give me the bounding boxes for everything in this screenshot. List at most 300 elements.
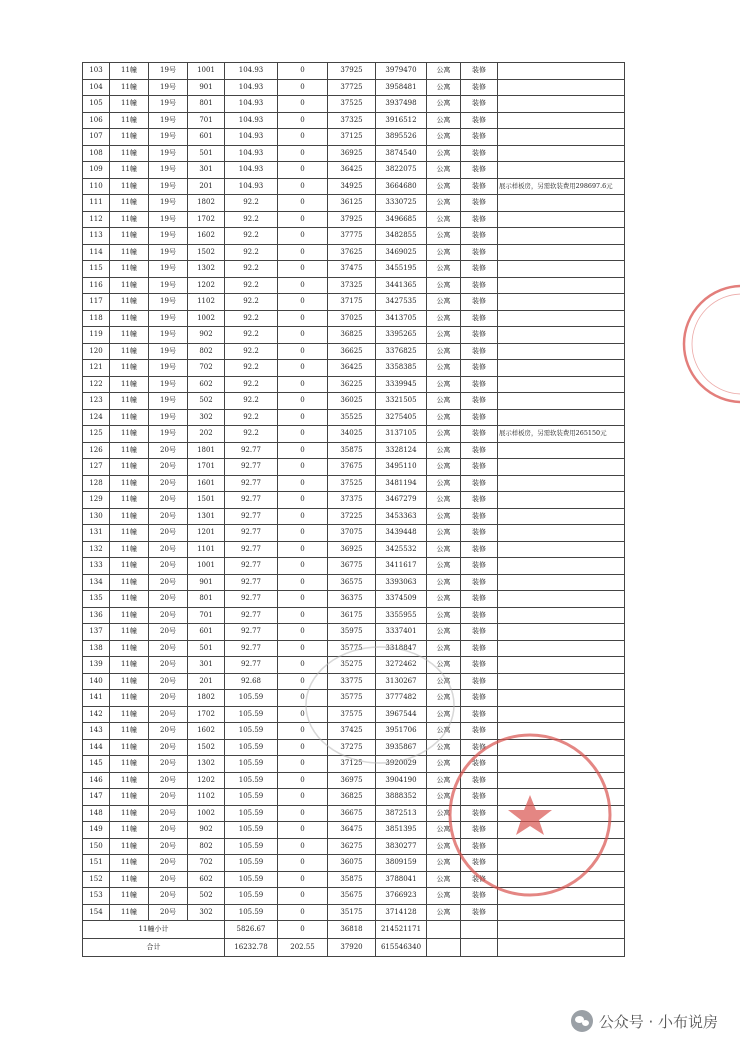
cell-total: 3453363 [376,508,427,525]
cell-total: 3393063 [376,574,427,591]
cell-total: 3395265 [376,327,427,344]
grand-total-total: 615546340 [376,939,427,957]
cell-unit: 19号 [149,145,188,162]
cell-deco: 装修 [461,63,498,80]
cell-room: 302 [188,904,225,921]
cell-unit: 20号 [149,871,188,888]
cell-building: 11幢 [110,904,149,921]
cell-unit: 19号 [149,409,188,426]
cell-total: 3455195 [376,261,427,278]
cell-no: 153 [83,888,110,905]
cell-unit: 20号 [149,805,188,822]
cell-use: 公寓 [427,640,461,657]
cell-note [498,541,625,558]
cell-building: 11幢 [110,822,149,839]
cell-unit_price: 36775 [328,558,376,575]
cell-total: 3318847 [376,640,427,657]
cell-note [498,145,625,162]
cell-unit: 20号 [149,475,188,492]
cell-unit_price: 36275 [328,838,376,855]
cell-extra: 0 [278,756,328,773]
cell-extra: 0 [278,591,328,608]
cell-unit: 19号 [149,129,188,146]
cell-no: 127 [83,459,110,476]
cell-deco: 装修 [461,525,498,542]
cell-extra: 0 [278,624,328,641]
cell-deco: 装修 [461,228,498,245]
cell-note [498,591,625,608]
cell-extra: 0 [278,376,328,393]
cell-room: 1101 [188,541,225,558]
cell-room: 1602 [188,228,225,245]
cell-use: 公寓 [427,558,461,575]
cell-room: 1201 [188,525,225,542]
cell-no: 149 [83,822,110,839]
cell-unit: 20号 [149,607,188,624]
cell-unit_price: 33775 [328,673,376,690]
cell-extra: 0 [278,79,328,96]
cell-room: 1102 [188,294,225,311]
cell-extra: 0 [278,178,328,195]
cell-no: 111 [83,195,110,212]
cell-area: 92.2 [225,277,278,294]
cell-unit: 19号 [149,294,188,311]
cell-deco: 装修 [461,756,498,773]
cell-deco: 装修 [461,607,498,624]
cell-total: 3874540 [376,145,427,162]
cell-no: 123 [83,393,110,410]
table-row [83,492,625,509]
cell-no: 106 [83,112,110,129]
cell-unit: 20号 [149,591,188,608]
cell-note [498,640,625,657]
cell-no: 145 [83,756,110,773]
cell-area: 92.2 [225,195,278,212]
cell-use: 公寓 [427,343,461,360]
cell-building: 11幢 [110,525,149,542]
cell-extra: 0 [278,904,328,921]
cell-use: 公寓 [427,756,461,773]
cell-note [498,277,625,294]
table-row [83,855,625,872]
cell-total: 3328124 [376,442,427,459]
cell-total: 3137105 [376,426,427,443]
cell-deco: 装修 [461,393,498,410]
cell-unit_price: 37925 [328,63,376,80]
cell-building: 11幢 [110,756,149,773]
cell-extra: 0 [278,195,328,212]
table-row [83,376,625,393]
cell-area: 92.2 [225,228,278,245]
cell-extra: 0 [278,525,328,542]
cell-room: 701 [188,112,225,129]
cell-note [498,129,625,146]
cell-unit: 20号 [149,673,188,690]
cell-room: 1702 [188,211,225,228]
cell-room: 1802 [188,195,225,212]
cell-unit: 20号 [149,442,188,459]
cell-building: 11幢 [110,360,149,377]
cell-total: 3935867 [376,739,427,756]
cell-unit_price: 34025 [328,426,376,443]
cell-note [498,690,625,707]
cell-no: 105 [83,96,110,113]
cell-note [498,475,625,492]
cell-building: 11幢 [110,129,149,146]
table-row [83,228,625,245]
cell-room: 1102 [188,789,225,806]
subtotal-area: 5826.67 [225,921,278,939]
cell-building: 11幢 [110,640,149,657]
cell-area: 92.77 [225,607,278,624]
cell-note [498,442,625,459]
cell-room: 601 [188,624,225,641]
table-row [83,261,625,278]
cell-use: 公寓 [427,376,461,393]
cell-deco: 装修 [461,838,498,855]
cell-note [498,607,625,624]
cell-extra: 0 [278,855,328,872]
cell-total: 3904190 [376,772,427,789]
cell-unit_price: 36675 [328,805,376,822]
cell-room: 902 [188,327,225,344]
cell-area: 104.93 [225,162,278,179]
cell-use: 公寓 [427,904,461,921]
cell-no: 151 [83,855,110,872]
cell-use: 公寓 [427,673,461,690]
cell-use: 公寓 [427,888,461,905]
cell-note [498,79,625,96]
cell-unit_price: 37175 [328,294,376,311]
subtotal-total: 214521171 [376,921,427,939]
table-row [83,723,625,740]
cell-unit_price: 36575 [328,574,376,591]
cell-use: 公寓 [427,739,461,756]
cell-unit_price: 36975 [328,772,376,789]
cell-extra: 0 [278,739,328,756]
cell-area: 104.93 [225,79,278,96]
cell-area: 92.77 [225,475,278,492]
cell-use: 公寓 [427,607,461,624]
cell-use: 公寓 [427,871,461,888]
cell-room: 1502 [188,244,225,261]
cell-no: 125 [83,426,110,443]
cell-room: 1502 [188,739,225,756]
grand-total-unit-price: 37920 [328,939,376,957]
cell-unit: 19号 [149,376,188,393]
cell-deco: 装修 [461,871,498,888]
cell-no: 108 [83,145,110,162]
cell-area: 92.2 [225,244,278,261]
table-row [83,558,625,575]
cell-room: 701 [188,607,225,624]
side-seal-stamp [676,282,740,406]
cell-total: 3967544 [376,706,427,723]
cell-extra: 0 [278,888,328,905]
cell-extra: 0 [278,244,328,261]
cell-use: 公寓 [427,475,461,492]
cell-room: 802 [188,838,225,855]
cell-unit_price: 37675 [328,459,376,476]
table-row [83,690,625,707]
cell-note [498,228,625,245]
table-row [83,756,625,773]
cell-area: 92.77 [225,640,278,657]
cell-building: 11幢 [110,178,149,195]
cell-room: 501 [188,640,225,657]
cell-total: 3469025 [376,244,427,261]
cell-unit_price: 36825 [328,789,376,806]
cell-room: 302 [188,409,225,426]
cell-room: 901 [188,79,225,96]
cell-no: 140 [83,673,110,690]
cell-area: 92.2 [225,360,278,377]
cell-room: 1601 [188,475,225,492]
cell-extra: 0 [278,129,328,146]
cell-unit: 19号 [149,261,188,278]
cell-total: 3321505 [376,393,427,410]
cell-use: 公寓 [427,310,461,327]
cell-unit_price: 36125 [328,195,376,212]
cell-use: 公寓 [427,624,461,641]
cell-unit_price: 35175 [328,904,376,921]
cell-use: 公寓 [427,112,461,129]
cell-building: 11幢 [110,261,149,278]
table-row [83,475,625,492]
cell-use: 公寓 [427,277,461,294]
cell-total: 3441365 [376,277,427,294]
cell-area: 92.77 [225,508,278,525]
cell-total: 3809159 [376,855,427,872]
cell-total: 3830277 [376,838,427,855]
cell-building: 11幢 [110,690,149,707]
cell-unit: 19号 [149,195,188,212]
cell-area: 92.77 [225,492,278,509]
cell-unit: 19号 [149,343,188,360]
cell-building: 11幢 [110,63,149,80]
cell-unit: 19号 [149,310,188,327]
cell-use: 公寓 [427,360,461,377]
cell-deco: 装修 [461,409,498,426]
cell-total: 3916512 [376,112,427,129]
cell-note [498,492,625,509]
cell-note [498,294,625,311]
cell-unit: 19号 [149,63,188,80]
cell-extra: 0 [278,228,328,245]
cell-building: 11幢 [110,393,149,410]
cell-extra: 0 [278,558,328,575]
cell-total: 3376825 [376,343,427,360]
cell-building: 11幢 [110,442,149,459]
cell-note [498,723,625,740]
cell-unit: 20号 [149,706,188,723]
cell-note [498,310,625,327]
cell-unit: 19号 [149,228,188,245]
cell-deco: 装修 [461,277,498,294]
table-row [83,442,625,459]
cell-note [498,525,625,542]
cell-note: 展示样板房，另需软装费用265150元 [498,426,625,443]
cell-building: 11幢 [110,739,149,756]
cell-total: 3777482 [376,690,427,707]
cell-extra: 0 [278,822,328,839]
cell-room: 1202 [188,277,225,294]
cell-total: 3425532 [376,541,427,558]
cell-unit: 20号 [149,904,188,921]
cell-use: 公寓 [427,508,461,525]
cell-unit: 19号 [149,360,188,377]
table-row [83,888,625,905]
table-row [83,426,625,443]
cell-building: 11幢 [110,558,149,575]
cell-unit: 20号 [149,525,188,542]
cell-use: 公寓 [427,789,461,806]
cell-area: 92.77 [225,442,278,459]
cell-no: 107 [83,129,110,146]
cell-extra: 0 [278,871,328,888]
cell-use: 公寓 [427,211,461,228]
cell-unit: 19号 [149,162,188,179]
cell-extra: 0 [278,360,328,377]
cell-unit_price: 37425 [328,723,376,740]
cell-use: 公寓 [427,442,461,459]
cell-unit_price: 36425 [328,162,376,179]
cell-note [498,558,625,575]
cell-no: 138 [83,640,110,657]
price-list-table [82,62,625,957]
table-row [83,607,625,624]
cell-unit: 20号 [149,838,188,855]
cell-total: 3788041 [376,871,427,888]
cell-no: 110 [83,178,110,195]
cell-note [498,657,625,674]
cell-unit: 20号 [149,624,188,641]
cell-note [498,261,625,278]
cell-deco: 装修 [461,789,498,806]
cell-area: 105.59 [225,690,278,707]
cell-no: 116 [83,277,110,294]
cell-deco: 装修 [461,294,498,311]
table-row [83,129,625,146]
cell-area: 92.2 [225,393,278,410]
table-row [83,805,625,822]
cell-unit_price: 36825 [328,327,376,344]
cell-note [498,195,625,212]
cell-use: 公寓 [427,63,461,80]
cell-unit: 19号 [149,393,188,410]
cell-room: 501 [188,145,225,162]
cell-total: 3411617 [376,558,427,575]
table-row [83,739,625,756]
cell-building: 11幢 [110,96,149,113]
cell-no: 133 [83,558,110,575]
cell-extra: 0 [278,96,328,113]
table-row [83,772,625,789]
cell-use: 公寓 [427,393,461,410]
cell-extra: 0 [278,112,328,129]
cell-area: 92.2 [225,409,278,426]
cell-deco: 装修 [461,904,498,921]
cell-no: 134 [83,574,110,591]
cell-unit_price: 37375 [328,492,376,509]
cell-unit_price: 36375 [328,591,376,608]
cell-no: 148 [83,805,110,822]
cell-deco: 装修 [461,772,498,789]
cell-no: 113 [83,228,110,245]
cell-extra: 0 [278,294,328,311]
cell-no: 137 [83,624,110,641]
cell-total: 3272462 [376,657,427,674]
cell-deco: 装修 [461,195,498,212]
cell-use: 公寓 [427,96,461,113]
cell-extra: 0 [278,63,328,80]
cell-no: 146 [83,772,110,789]
cell-extra: 0 [278,690,328,707]
cell-area: 92.2 [225,294,278,311]
cell-building: 11幢 [110,591,149,608]
cell-total: 3888352 [376,789,427,806]
cell-extra: 0 [278,723,328,740]
cell-total: 3467279 [376,492,427,509]
table-row [83,294,625,311]
cell-use: 公寓 [427,228,461,245]
cell-unit: 19号 [149,426,188,443]
cell-room: 601 [188,129,225,146]
cell-extra: 0 [278,277,328,294]
cell-area: 105.59 [225,805,278,822]
cell-room: 1501 [188,492,225,509]
cell-total: 3481194 [376,475,427,492]
table-row [83,360,625,377]
cell-unit_price: 37075 [328,525,376,542]
cell-extra: 0 [278,706,328,723]
table-row [83,145,625,162]
cell-extra: 0 [278,442,328,459]
cell-total: 3330725 [376,195,427,212]
cell-room: 801 [188,96,225,113]
cell-building: 11幢 [110,195,149,212]
cell-extra: 0 [278,162,328,179]
table-row [83,640,625,657]
cell-room: 602 [188,376,225,393]
cell-use: 公寓 [427,162,461,179]
cell-deco: 装修 [461,261,498,278]
cell-note [498,904,625,921]
cell-room: 502 [188,888,225,905]
cell-area: 105.59 [225,723,278,740]
cell-building: 11幢 [110,789,149,806]
table-row [83,112,625,129]
cell-building: 11幢 [110,871,149,888]
cell-no: 104 [83,79,110,96]
cell-total: 3427535 [376,294,427,311]
cell-building: 11幢 [110,855,149,872]
cell-area: 104.93 [225,96,278,113]
cell-note [498,343,625,360]
cell-room: 801 [188,591,225,608]
cell-unit_price: 35525 [328,409,376,426]
cell-note [498,772,625,789]
cell-note [498,624,625,641]
cell-extra: 0 [278,508,328,525]
cell-extra: 0 [278,640,328,657]
cell-extra: 0 [278,772,328,789]
cell-area: 92.77 [225,558,278,575]
cell-unit_price: 37725 [328,79,376,96]
cell-area: 92.2 [225,211,278,228]
cell-building: 11幢 [110,541,149,558]
cell-use: 公寓 [427,459,461,476]
